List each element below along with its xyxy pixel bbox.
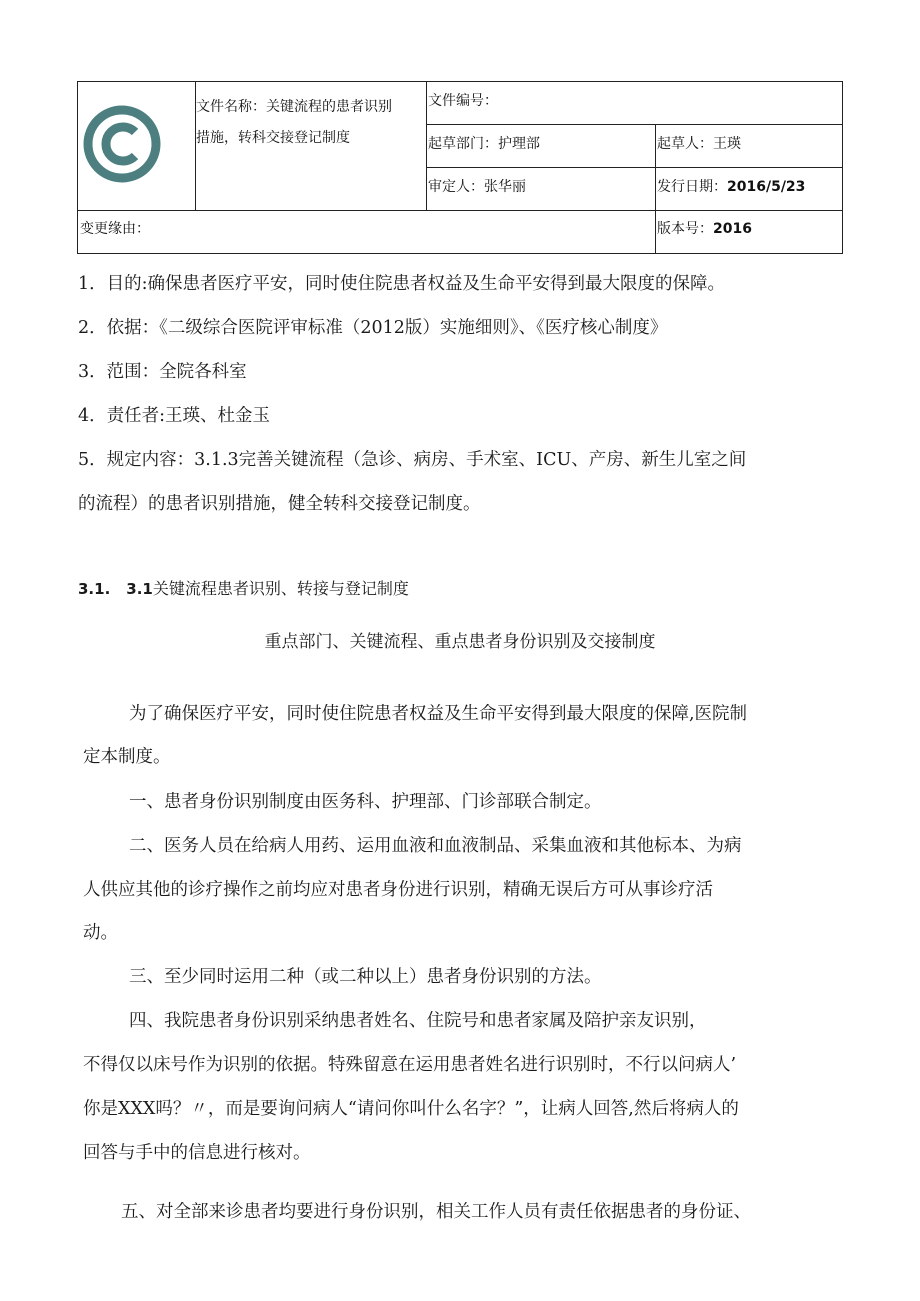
- item-responsible: 4．责任者:王瑛、杜金玉: [78, 406, 271, 426]
- item-content-cont: 的流程）的患者识别措施，健全转科交接登记制度。: [78, 494, 481, 514]
- document-title: 重点部门、关键流程、重点患者身份识别及交接制度: [264, 632, 656, 652]
- drafter: 起草人：王瑛: [657, 136, 741, 152]
- paragraph-4-end: 回答与手中的信息进行核对。: [83, 1143, 311, 1163]
- file-number: 文件编号：: [428, 93, 498, 109]
- file-name-line2: 措施，转科交接登记制度: [196, 130, 350, 146]
- paragraph-2-cont: 人供应其他的诊疗操作之前均应对患者身份进行识别，精确无误后方可从事诊疗活: [83, 880, 713, 900]
- copyright-logo-icon: [82, 104, 162, 184]
- paragraph-2: 二、医务人员在给病人用药、运用血液和血液制品、采集血液和其他标本、为病: [129, 836, 742, 856]
- drafting-department: 起草部门：护理部: [428, 136, 540, 152]
- section-number-2: 3.1: [126, 580, 153, 598]
- paragraph-intro-cont: 定本制度。: [83, 747, 171, 767]
- section-title: 关键流程患者识别、转接与登记制度: [152, 579, 409, 598]
- divider: [655, 124, 656, 253]
- file-name-line1: 文件名称：关键流程的患者识别: [196, 99, 392, 115]
- version: [657, 218, 752, 238]
- issue-date: [657, 176, 805, 196]
- version-label: 版本号：: [657, 221, 713, 237]
- divider: [426, 167, 842, 168]
- approver: 审定人：张华丽: [428, 179, 526, 195]
- paragraph-4: 四、我院患者身份识别采纳患者姓名、住院号和患者家属及陪护亲友识别，: [129, 1011, 707, 1031]
- paragraph-4-cont: 不得仅以床号作为识别的依据。特殊留意在运用患者姓名进行识别时，不行以问病人’: [83, 1055, 737, 1075]
- version-value: 2016: [713, 221, 752, 237]
- paragraph-1: 一、患者身份识别制度由医务科、护理部、门诊部联合制定。: [129, 792, 602, 812]
- paragraph-5: 五、对全部来诊患者均要进行身份识别，相关工作人员有责任依据患者的身份证、: [121, 1202, 751, 1222]
- document-header-table: [77, 81, 843, 254]
- section-heading: [78, 576, 409, 599]
- change-reason: 变更缘由：: [80, 221, 150, 237]
- item-purpose: 1．目的:确保患者医疗平安，同时使住院患者权益及生命平安得到最大限度的保障。: [78, 274, 726, 294]
- file-name: [196, 92, 428, 154]
- item-scope: 3．范围：全院各科室: [78, 362, 247, 382]
- section-number-1: 3.1.: [78, 580, 111, 598]
- item-content: 5．规定内容：3.1.3完善关键流程（急诊、病房、手术室、ICU、产房、新生儿室之间: [78, 450, 747, 470]
- item-basis: 2．依据：《二级综合医院评审标准（2012版）实施细则》、《医疗核心制度》: [78, 318, 668, 338]
- divider: [426, 124, 842, 125]
- paragraph-2-end: 动。: [83, 923, 118, 943]
- paragraph-4-cont2: 你是XXX吗？〃，而是要询问病人“请问你叫什么名字？”，让病人回答,然后将病人的: [83, 1099, 739, 1119]
- issue-date-label: 发行日期：: [657, 179, 727, 195]
- paragraph-3: 三、至少同时运用二种（或二种以上）患者身份识别的方法。: [129, 967, 602, 987]
- divider: [78, 210, 842, 211]
- paragraph-intro: 为了确保医疗平安，同时使住院患者权益及生命平安得到最大限度的保障,医院制: [129, 704, 748, 724]
- issue-date-value: 2016/5/23: [727, 179, 806, 195]
